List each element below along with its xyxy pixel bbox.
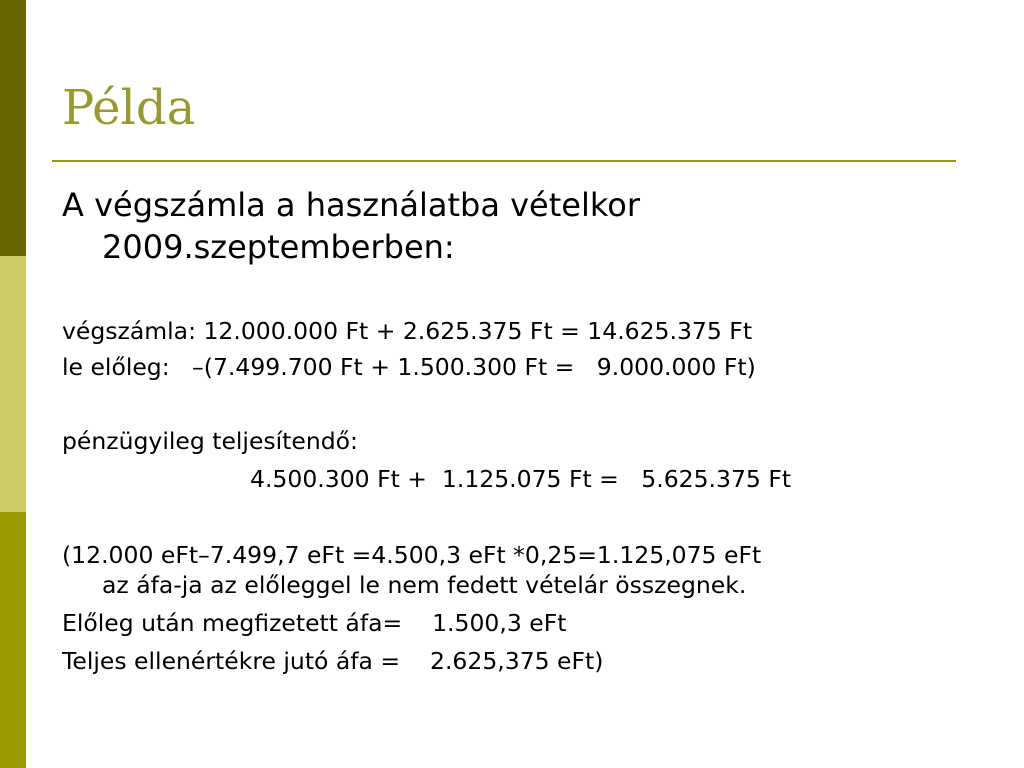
calc-line-1: (12.000 eFt–7.499,7 eFt =4.500,3 eFt *0,25=1.125,075 eFt <box>62 541 762 569</box>
advance-line: le előleg: –(7.499.700 Ft + 1.500.300 Ft = 9.000.000 Ft) <box>62 353 756 381</box>
invoice-line: végszámla: 12.000.000 Ft + 2.625.375 Ft = 14.625.375 Ft <box>62 317 753 345</box>
side-bar-middle <box>0 256 26 512</box>
payable-values: 4.500.300 Ft + 1.125.075 Ft = 5.625.375 Ft <box>250 465 792 493</box>
calc-line-2: az áfa-ja az előleggel le nem fedett vételár összegnek. <box>102 571 747 599</box>
side-bar-top <box>0 0 26 256</box>
vat-total-line: Teljes ellenértékre jutó áfa = 2.625,375 eFt) <box>62 647 604 675</box>
payable-label: pénzügyileg teljesítendő: <box>62 427 358 455</box>
side-bar-bottom <box>0 512 26 768</box>
vat-advance-line: Előleg után megfizetett áfa= 1.500,3 eFt <box>62 609 567 637</box>
heading-line-2: 2009.szeptemberben: <box>102 228 455 266</box>
title-divider <box>52 160 956 162</box>
slide-title: Példa <box>62 80 196 136</box>
heading-line-1: A végszámla a használatba vételkor <box>62 186 640 224</box>
